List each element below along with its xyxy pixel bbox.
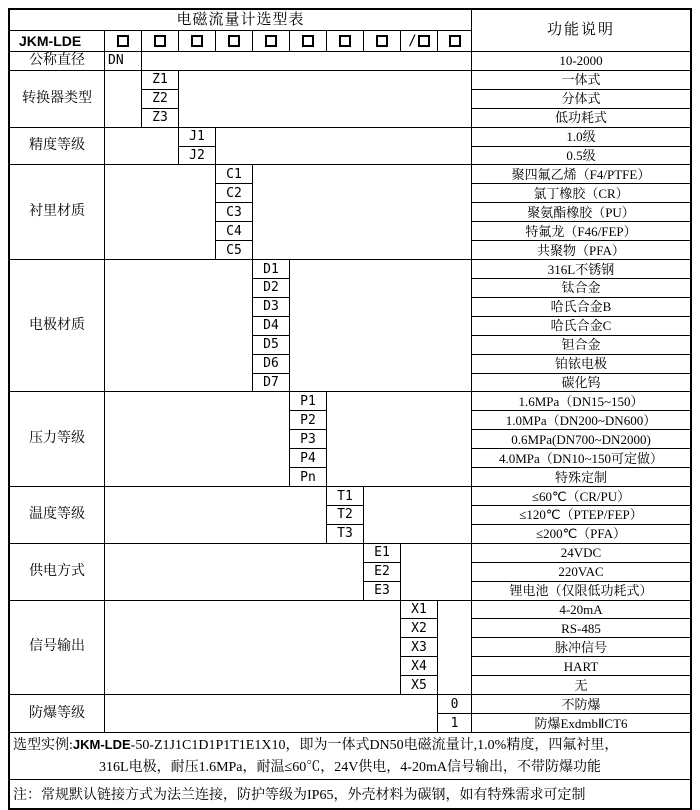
- group-label: 供电方式: [10, 544, 104, 600]
- desc-cell: 特氟龙（F46/FEP）: [472, 222, 690, 240]
- code-cell-E2: E2: [364, 563, 400, 581]
- checkbox[interactable]: [117, 35, 129, 47]
- code-cell-Z1: Z1: [142, 71, 178, 89]
- desc-cell: 1.0级: [472, 128, 690, 146]
- model-checkbox-cell: [142, 31, 178, 51]
- code-cell-X3: X3: [401, 638, 437, 656]
- checkbox[interactable]: [376, 35, 388, 47]
- group-label: 温度等级: [10, 487, 104, 543]
- model-checkbox-cell: [216, 31, 252, 51]
- checkbox[interactable]: [302, 35, 314, 47]
- code-cell-D1: D1: [253, 260, 289, 278]
- desc-cell: 聚氨酯橡胶（PU）: [472, 203, 690, 221]
- slash-separator: /: [408, 33, 417, 49]
- code-cell-P4: P4: [290, 449, 326, 467]
- empty-cell: [105, 260, 252, 391]
- desc-cell: RS-485: [472, 619, 690, 637]
- model-checkbox-cell: [438, 31, 471, 51]
- selection-table: [10, 10, 690, 732]
- example-line1: [10, 734, 690, 757]
- group-label: 公称直径: [10, 52, 104, 70]
- desc-cell: 无: [472, 676, 690, 694]
- desc-cell: 4.0MPa（DN10~150可定做）: [472, 449, 690, 467]
- desc-cell: 24VDC: [472, 544, 690, 562]
- code-cell-1: 1: [438, 714, 471, 732]
- desc-cell: 低功耗式: [472, 109, 690, 127]
- model-checkbox-cell: [290, 31, 326, 51]
- desc-cell: 脉冲信号: [472, 638, 690, 656]
- desc-cell: 聚四氟乙烯（F4/PTFE）: [472, 165, 690, 183]
- code-cell-Z2: Z2: [142, 90, 178, 108]
- code-cell-T1: T1: [327, 487, 363, 505]
- empty-cell: [105, 487, 326, 543]
- code-cell-Pn: Pn: [290, 468, 326, 486]
- code-cell-D7: D7: [253, 374, 289, 392]
- desc-cell: 0.6MPa(DN700~DN2000): [472, 430, 690, 448]
- code-cell-P3: P3: [290, 430, 326, 448]
- code-cell-P2: P2: [290, 411, 326, 429]
- code-cell-D5: D5: [253, 336, 289, 354]
- empty-cell: [105, 128, 178, 165]
- model-checkbox-cell: [105, 31, 141, 51]
- model-checkbox-cell: [364, 31, 400, 51]
- empty-cell: [290, 260, 471, 391]
- empty-cell: [105, 601, 400, 695]
- checkbox[interactable]: [265, 35, 277, 47]
- checkbox[interactable]: [191, 35, 203, 47]
- model-code-label: JKM-LDE: [10, 31, 104, 51]
- code-cell-P1: P1: [290, 392, 326, 410]
- code-cell-J2: J2: [179, 147, 215, 165]
- code-cell-X4: X4: [401, 657, 437, 675]
- code-cell-C3: C3: [216, 203, 252, 221]
- desc-cell: 锂电池（仅限低功耗式）: [472, 582, 690, 600]
- checkbox[interactable]: [228, 35, 240, 47]
- code-cell-D2: D2: [253, 279, 289, 297]
- selection-sheet: [8, 8, 692, 810]
- example-line2: 316L电极，耐压1.6MPa，耐温≤60℃，24V供电，4-20mA信号输出，不带防爆功能: [99, 759, 601, 775]
- desc-cell: 不防爆: [472, 695, 690, 713]
- desc-cell: 特殊定制: [472, 468, 690, 486]
- empty-cell: [216, 128, 471, 165]
- code-cell-T3: T3: [327, 525, 363, 543]
- function-description-header: 功能说明: [472, 10, 690, 51]
- table-title: 电磁流量计选型表: [10, 10, 471, 30]
- desc-cell: 共聚物（PFA）: [472, 241, 690, 259]
- desc-cell: 氯丁橡胶（CR）: [472, 184, 690, 202]
- code-cell-DN: DN: [105, 52, 141, 70]
- code-cell-C1: C1: [216, 165, 252, 183]
- desc-cell: 哈氏合金B: [472, 298, 690, 316]
- desc-cell: ≤120℃（PTEP/FEP）: [472, 506, 690, 524]
- desc-cell: HART: [472, 657, 690, 675]
- code-cell-E3: E3: [364, 582, 400, 600]
- desc-cell: 铂铱电极: [472, 355, 690, 373]
- code-cell-J1: J1: [179, 128, 215, 146]
- group-label: 衬里材质: [10, 165, 104, 259]
- checkbox[interactable]: [449, 35, 461, 47]
- example-model-code: JKM-LDE: [72, 736, 131, 752]
- desc-cell: 钽合金: [472, 336, 690, 354]
- checkbox[interactable]: [154, 35, 166, 47]
- model-checkbox-cell: [327, 31, 363, 51]
- code-cell-X5: X5: [401, 676, 437, 694]
- code-cell-0: 0: [438, 695, 471, 713]
- empty-cell: [105, 71, 141, 127]
- desc-cell: 哈氏合金C: [472, 317, 690, 335]
- model-checkbox-cell: [253, 31, 289, 51]
- code-cell-E1: E1: [364, 544, 400, 562]
- code-cell-C5: C5: [216, 241, 252, 259]
- desc-cell: 1.0MPa（DN200~DN600）: [472, 411, 690, 429]
- desc-cell: 一体式: [472, 71, 690, 89]
- empty-cell: [105, 392, 289, 486]
- example-block: [10, 733, 690, 779]
- code-cell-D4: D4: [253, 317, 289, 335]
- group-label: 压力等级: [10, 392, 104, 486]
- model-checkbox-cell: [179, 31, 215, 51]
- note-block: 注：常规默认链接方式为法兰连接，防护等级为IP65，外壳材料为碳钢，如有特殊需求可定制: [10, 780, 690, 808]
- empty-cell: [401, 544, 471, 600]
- empty-cell: [142, 52, 471, 70]
- code-cell-D6: D6: [253, 355, 289, 373]
- desc-cell: 0.5级: [472, 147, 690, 165]
- code-cell-X2: X2: [401, 619, 437, 637]
- desc-cell: 4-20mA: [472, 601, 690, 619]
- empty-cell: [105, 544, 363, 600]
- model-checkbox-cell: [401, 31, 437, 51]
- checkbox[interactable]: [339, 35, 351, 47]
- empty-cell: [438, 601, 471, 695]
- empty-cell: [105, 695, 437, 732]
- code-cell-D3: D3: [253, 298, 289, 316]
- desc-cell: 钛合金: [472, 279, 690, 297]
- code-cell-Z3: Z3: [142, 109, 178, 127]
- code-cell-X1: X1: [401, 601, 437, 619]
- desc-cell: ≤60℃（CR/PU）: [472, 487, 690, 505]
- example-line1-rest: -50-Z1J1C1D1P1T1E1X10，即为一体式DN50电磁流量计,1.0%精度，四氟衬里，: [130, 737, 619, 753]
- empty-cell: [327, 392, 471, 486]
- desc-cell: ≤200℃（PFA）: [472, 525, 690, 543]
- group-label: 精度等级: [10, 128, 104, 165]
- group-label: 电极材质: [10, 260, 104, 391]
- group-label: 防爆等级: [10, 695, 104, 732]
- checkbox[interactable]: [418, 35, 430, 47]
- desc-cell: 1.6MPa（DN15~150）: [472, 392, 690, 410]
- desc-cell: 分体式: [472, 90, 690, 108]
- code-cell-C2: C2: [216, 184, 252, 202]
- desc-cell: 10-2000: [472, 52, 690, 70]
- group-label: 转换器类型: [10, 71, 104, 127]
- group-label: 信号输出: [10, 601, 104, 695]
- desc-cell: 碳化钨: [472, 374, 690, 392]
- desc-cell: 防爆ExdmbⅡCT6: [472, 714, 690, 732]
- desc-cell: 316L不锈钢: [472, 260, 690, 278]
- code-cell-C4: C4: [216, 222, 252, 240]
- desc-cell: 220VAC: [472, 563, 690, 581]
- code-cell-T2: T2: [327, 506, 363, 524]
- empty-cell: [364, 487, 471, 543]
- empty-cell: [105, 165, 215, 259]
- empty-cell: [179, 71, 471, 127]
- example-prefix: 选型实例:: [13, 737, 73, 753]
- empty-cell: [253, 165, 471, 259]
